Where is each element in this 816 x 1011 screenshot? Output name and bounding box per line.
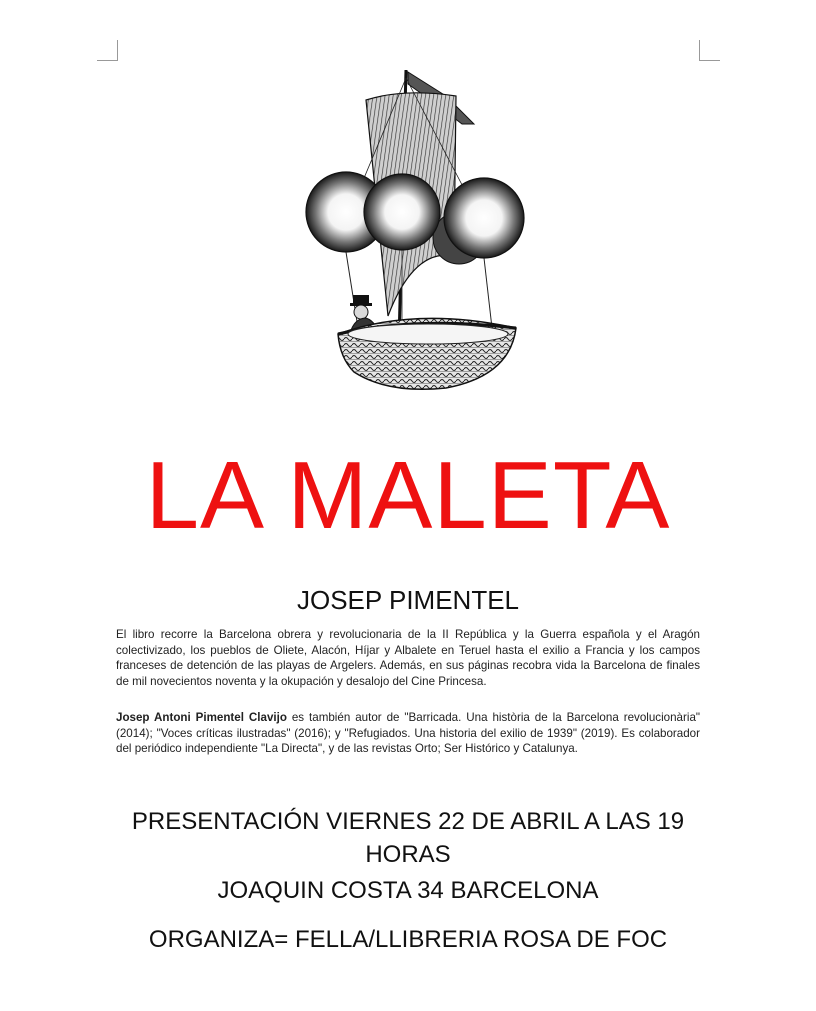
balloon-ship-illustration bbox=[296, 66, 530, 396]
event-address: JOAQUIN COSTA 34 BARCELONA bbox=[217, 877, 599, 904]
author-name: JOSEP PIMENTEL bbox=[296, 585, 520, 615]
crop-mark-top-left bbox=[97, 40, 118, 61]
author-bio bbox=[116, 710, 700, 757]
book-description: El libro recorre la Barcelona obrera y revolucionaria de la II República y la Guerra española y el Aragón colectivizado, los pueblos de Oliete, Alacón, Híjar y Albalete en Teruel hasta el exilio a Francia y los campos franceses de detención de las playas de Argelers. Además, en sus páginas recobra vida la Barcelona de finales de mil novecientos noventa y la okupación y desalojo del Cine Princesa. bbox=[116, 628, 700, 688]
poster-title: LA MALETA bbox=[145, 442, 671, 549]
author-bio-text: es también autor de "Barricada. Una història de la Barcelona revolucionària" (2014); "Voces críticas ilustradas" (2016); y "Refugiados. Una historia del exilio de 1939" (2019). Es colaborador del periódico independiente "La Directa", y de las revistas Orto; Ser Histórico y Catalunya. bbox=[116, 711, 701, 755]
presentation-date: PRESENTACIÓN VIERNES 22 DE ABRIL A LAS 19 HORAS bbox=[131, 808, 685, 868]
crop-mark-top-right bbox=[699, 40, 720, 61]
author-bio-name: Josep Antoni Pimentel Clavijo bbox=[116, 711, 287, 724]
event-organizer: ORGANIZA= FELLA/LLIBRERIA ROSA DE FOC bbox=[148, 926, 668, 953]
